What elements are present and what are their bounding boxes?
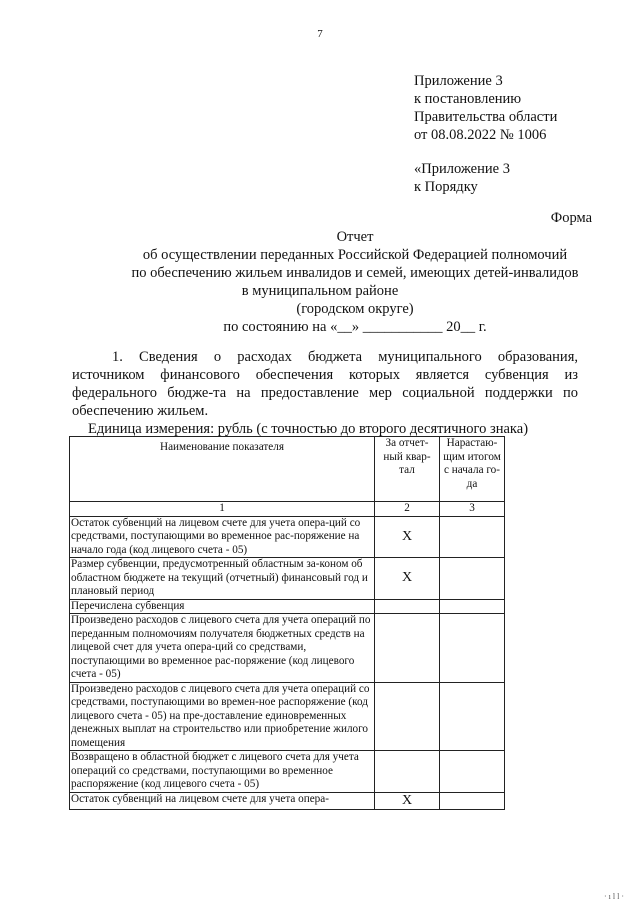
section-1-text: 1. Сведения о расходах бюджета муниципального образования, источником финансового обеспечения которых является субвенция из федерального бюдже-та на предоставление мер социальной поддержки по обеспечению жильем. bbox=[72, 349, 578, 419]
row-name: Остаток субвенций на лицевом счете для учета опера-ций со средствами, поступающими во временное рас-поряжение на начало года (код лицевого счета - 05) bbox=[70, 516, 375, 558]
table-row bbox=[70, 751, 505, 793]
title-line: Отчет bbox=[336, 229, 374, 245]
row-total-value bbox=[440, 614, 505, 683]
row-quarter-value: X bbox=[375, 516, 440, 558]
appendix-quote bbox=[414, 160, 510, 196]
row-name: Возвращено в областной бюджет с лицевого счета для учета операций со средствами, поступающими во временное распоряжение (код лицевого счета - 05) bbox=[70, 751, 375, 793]
appendix-line: от 08.08.2022 № 1006 bbox=[414, 127, 547, 143]
unit-of-measure: Единица измерения: рубль (с точностью до второго десятичного знака) bbox=[88, 421, 529, 437]
report-table bbox=[69, 436, 505, 810]
row-quarter-value bbox=[375, 751, 440, 793]
row-quarter-value bbox=[375, 614, 440, 683]
row-name: Произведено расходов с лицевого счета для учета операций по переданным полномочиям получателя бюджетных средств на лицевой счет для учета опера-ций со средствами, поступающими во временное рас-поряжение (код лицевого счета - 05) bbox=[70, 614, 375, 683]
section-1 bbox=[72, 348, 578, 438]
page-number: 7 bbox=[317, 28, 323, 40]
header-quarter: За отчет-ный квар-тал bbox=[375, 437, 440, 502]
row-name: Перечислена субвенция bbox=[70, 599, 375, 614]
row-total-value bbox=[440, 599, 505, 614]
column-number: 2 bbox=[375, 502, 440, 517]
row-name: Произведено расходов с лицевого счета для учета операций со средствами, поступающими во времен-ное распоряжение (код лицевого счета - 05) на пре-доставление единовременных денежных выплат на строительство или приобретение жилого помещения bbox=[70, 682, 375, 751]
column-number-row bbox=[70, 502, 505, 517]
row-total-value bbox=[440, 558, 505, 600]
appendix-quote-line: «Приложение 3 bbox=[414, 161, 510, 177]
row-total-value bbox=[440, 751, 505, 793]
table-row bbox=[70, 516, 505, 558]
table-header-row bbox=[70, 437, 505, 502]
table-row bbox=[70, 792, 505, 809]
row-total-value bbox=[440, 516, 505, 558]
header-cumulative: Нарастаю-щим итогом с начала го-да bbox=[440, 437, 505, 502]
row-quarter-value: X bbox=[375, 792, 440, 809]
title-line: об осуществлении переданных Российской Федерацией полномочий bbox=[142, 247, 568, 263]
appendix-line: Приложение 3 bbox=[414, 73, 503, 89]
column-number: 1 bbox=[70, 502, 375, 517]
row-quarter-value bbox=[375, 682, 440, 751]
row-name: Размер субвенции, предусмотренный областным за-коном об областном бюджете на текущий (отчетный) финансовый год и плановый период bbox=[70, 558, 375, 600]
title-line: в муниципальном районе bbox=[241, 283, 399, 299]
title-line: по состоянию на «__» ___________ 20__ г. bbox=[223, 319, 487, 335]
title-line: по обеспечению жильем инвалидов и семей, имеющих детей-инвалидов bbox=[131, 265, 579, 281]
table-row bbox=[70, 558, 505, 600]
appendix-header bbox=[414, 72, 557, 144]
appendix-quote-line: к Порядку bbox=[414, 179, 478, 195]
table-row bbox=[70, 682, 505, 751]
row-name: Остаток субвенций на лицевом счете для учета опера- bbox=[70, 792, 375, 809]
title-line: (городском округе) bbox=[296, 301, 414, 317]
header-indicator-name: Наименование показателя bbox=[70, 437, 375, 502]
row-quarter-value: X bbox=[375, 558, 440, 600]
column-number: 3 bbox=[440, 502, 505, 517]
row-total-value bbox=[440, 792, 505, 809]
form-label: Форма bbox=[550, 210, 592, 226]
appendix-line: Правительства области bbox=[414, 109, 558, 125]
scan-mark: ·ıll· bbox=[604, 892, 626, 901]
table-row bbox=[70, 599, 505, 614]
row-total-value bbox=[440, 682, 505, 751]
appendix-line: к постановлению bbox=[414, 91, 522, 107]
report-title bbox=[60, 228, 640, 336]
table-row bbox=[70, 614, 505, 683]
row-quarter-value bbox=[375, 599, 440, 614]
